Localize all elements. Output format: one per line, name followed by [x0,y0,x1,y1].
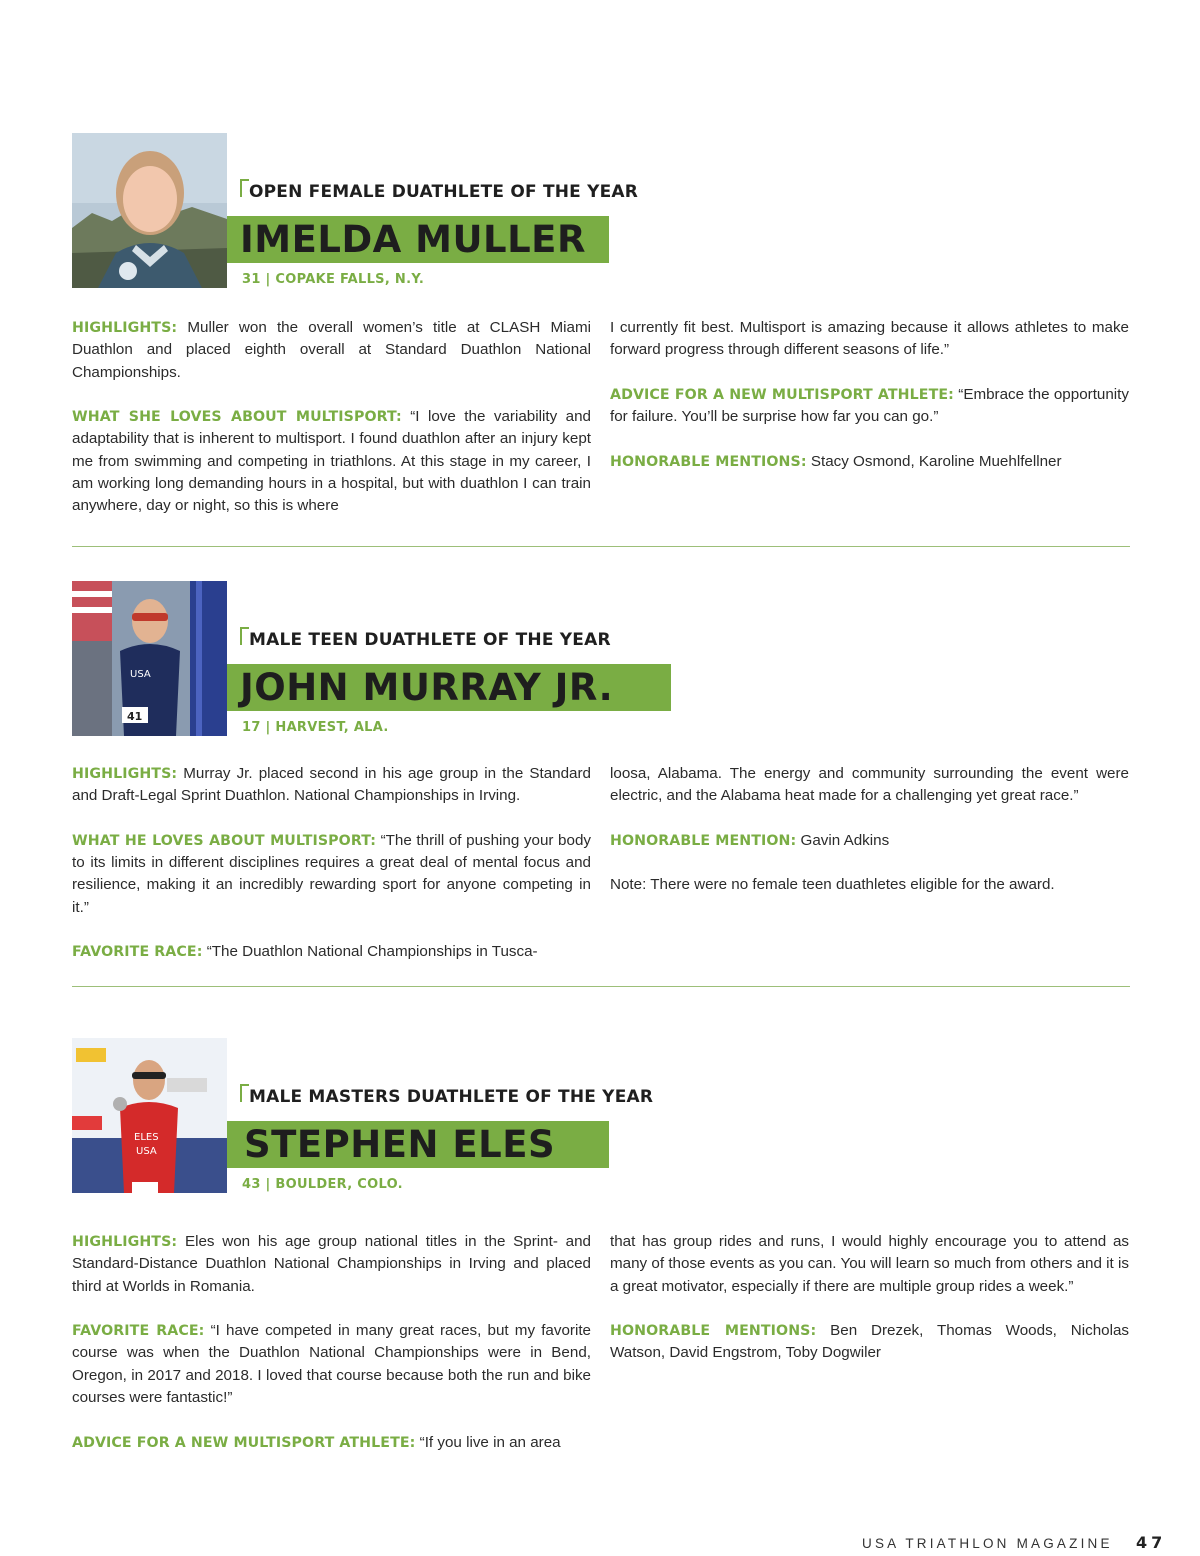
right-column [610,1231,1129,1387]
athlete-age-location: 17 | HARVEST, ALA. [242,720,389,735]
paragraph-label: WHAT HE LOVES ABOUT MULTISPORT: [72,832,376,849]
name-banner [227,216,609,263]
paragraph-text: Muller won the overall women’s title at CLASH Miami Duathlon and placed eighth overall at Standard Duathlon National Championships. [72,319,591,381]
name-banner [227,664,671,711]
svg-text:41: 41 [127,710,143,723]
paragraph [610,317,1129,362]
paragraph-text: Stacy Osmond, Karoline Muehlfellner [806,452,1062,470]
category-bracket-icon [240,1084,249,1102]
paragraph-text: Eles won his age group national titles in the Sprint- and Standard-Distance Duathlon National Championships in Irving and placed third at Worlds in Romania. [72,1233,591,1295]
paragraph-text: I currently fit best. Multisport is amazing because it allows athletes to make forward progress through different seasons of life.” [610,319,1129,359]
category-bracket-icon [240,627,249,645]
paragraph [72,406,591,517]
award-category: MALE MASTERS DUATHLETE OF THE YEAR [249,1087,654,1107]
left-column [72,317,591,540]
athlete-name: IMELDA MULLER [240,218,586,261]
name-banner [227,1121,609,1168]
athlete-name: STEPHEN ELES [244,1123,556,1166]
paragraph [610,384,1129,429]
paragraph [72,1231,591,1298]
paragraph-text: “The Duathlon National Championships in Tusca- [202,943,538,961]
svg-text:ELES: ELES [134,1132,159,1143]
note-paragraph [610,874,1129,896]
paragraph-text: loosa, Alabama. The energy and community surrounding the event were electric, and the Alabama heat made for a challenging yet great race.” [610,765,1129,805]
paragraph-text: “I have competed in many great races, but my favorite course was when the Duathlon National Championships were in Bend, Oregon, in 2017 and 2018. I loved that course because both the run and bike courses were fantastic!” [72,1322,591,1407]
award-category: OPEN FEMALE DUATHLETE OF THE YEAR [249,182,639,202]
athlete-age-location: 43 | BOULDER, COLO. [242,1177,403,1192]
athlete-age-location: 31 | COPAKE FALLS, N.Y. [242,272,425,287]
category-bracket-icon [240,179,249,197]
paragraph [610,1231,1129,1298]
paragraph-text: Gavin Adkins [796,831,890,849]
athlete-name: JOHN MURRAY JR. [240,666,614,709]
paragraph [72,941,591,963]
right-column [610,317,1129,495]
paragraph [72,1432,591,1454]
paragraph-text: Murray Jr. placed second in his age group in the Standard and Draft-Legal Sprint Duathlon. National Championships in Irving. [72,765,591,805]
paragraph-label: HONORABLE MENTION: [610,832,797,849]
page-number: 47 [1136,1533,1167,1552]
paragraph-label: HONORABLE MENTIONS: [610,1323,817,1340]
paragraph-label: HIGHLIGHTS: [72,320,178,336]
paragraph-label: WHAT SHE LOVES ABOUT MULTISPORT: [72,409,402,426]
svg-text:USA: USA [136,1146,157,1157]
paragraph-label: FAVORITE RACE: [72,1323,205,1340]
paragraph-label: HIGHLIGHTS: [72,766,178,782]
section-divider [72,546,1130,547]
paragraph-text: “If you live in an area [415,1433,561,1451]
svg-text:USA: USA [130,669,151,680]
paragraph-text: that has group rides and runs, I would highly encourage you to attend as many of those events as you can. You will learn so much from others and it is a great motivator, especially if there are multiple group rides a week.” [610,1233,1129,1295]
paragraph [610,1320,1129,1365]
paragraph-text: Ben Drezek, Thomas Woods, Nicholas Watson, David Engstrom, Toby Dogwiler [610,1322,1130,1362]
paragraph-label: ADVICE FOR A NEW MULTISPORT ATHLETE: [610,386,954,403]
paragraph [610,830,1129,852]
paragraph [72,1320,591,1409]
paragraph-label: HONORABLE MENTIONS: [610,453,807,470]
paragraph-text: “The thrill of pushing your body to its limits in different disciplines requires a great deal of mental focus and resilience, making it an incredibly rewarding sport for anyone competing in it.” [72,831,591,916]
paragraph [72,830,591,919]
paragraph-text: “I love the variability and adaptability that is inherent to multisport. I found duathlon after an injury kept me from swimming and competing in triathlons. At this stage in my career, I am working long demanding hours in a hospital, but with duathlon I can train anywhere, day or night, so this is where [72,408,591,515]
athlete-photo-3 [72,1038,227,1193]
paragraph-label: ADVICE FOR A NEW MULTISPORT ATHLETE: [72,1434,416,1451]
paragraph [610,451,1129,473]
left-column [72,1231,591,1476]
magazine-footer: USA TRIATHLON MAGAZINE [862,1536,1113,1551]
award-category: MALE TEEN DUATHLETE OF THE YEAR [249,630,611,650]
athlete-photo-1 [72,133,227,288]
section-divider [72,986,1130,987]
paragraph-label: FAVORITE RACE: [72,944,203,961]
paragraph-label: HIGHLIGHTS: [72,1234,178,1250]
paragraph [72,763,591,808]
paragraph [72,317,591,384]
paragraph [610,763,1129,808]
paragraph-text: Note: There were no female teen duathletes eligible for the award. [610,876,1055,894]
paragraph-text: “Embrace the opportunity for failure. You’ll be surprise how far you can go.” [610,385,1129,426]
right-column [610,763,1129,919]
athlete-photo-2 [72,581,227,736]
left-column [72,763,591,986]
